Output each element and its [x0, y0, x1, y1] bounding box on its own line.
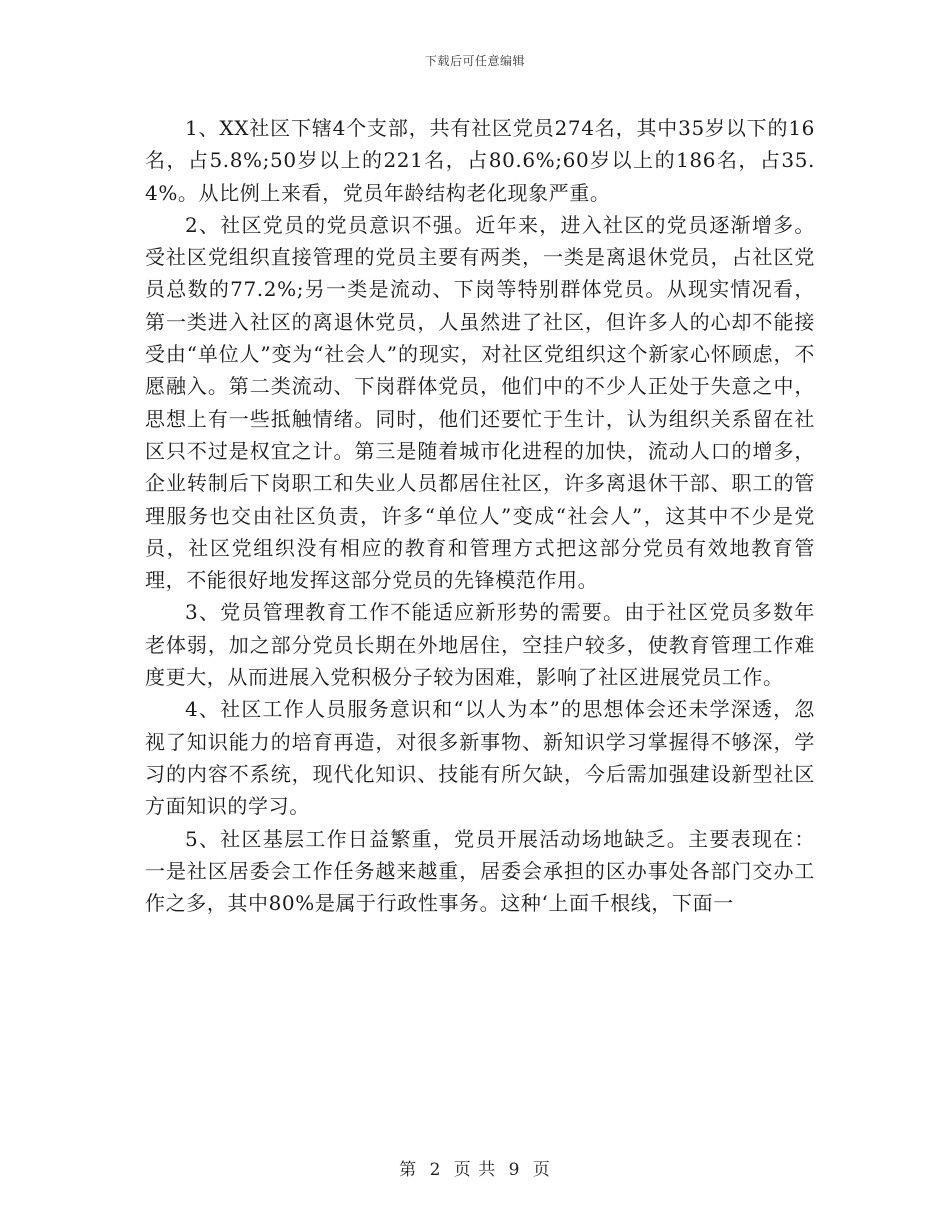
paragraph-5: 5、社区基层工作日益繁重，党员开展活动场地缺乏。主要表现在：一是社区居委会工作任务越来越重，居委会承担的区办事处各部门交办工作之多，其中80%是属于行政性事务。这种‘上面千根线，下面一	[145, 826, 815, 916]
paragraph-1: 1、XX社区下辖4个支部，共有社区党员274名，其中35岁以下的16名，占5.8%;50岁以上的221名，占80.6%;60岁以上的186名，占35.4%。从比例上来看，党员年龄结构老化现象严重。	[145, 116, 815, 205]
footer-current-page: 2	[429, 1160, 442, 1180]
paragraph-3: 3、党员管理教育工作不能适应新形势的需要。由于社区党员多数年老体弱，加之部分党员长期在外地居住，空挂户较多，使教育管理工作难度更大，从而进展入党积极分子较为困难，影响了社区进展党员工作。	[145, 600, 815, 690]
footer-total-pages: 9	[508, 1160, 521, 1180]
page-footer	[0, 1155, 950, 1180]
paragraph-4: 4、社区工作人员服务意识和“以人为本”的思想体会还未学深透，忽视了知识能力的培育再造，对很多新事物、新知识学习掌握得不够深，学习的内容不系统，现代化知识、技能有所欠缺，今后需加强建设新型社区方面知识的学习。	[145, 697, 815, 819]
page-header-note: 下载后可任意编辑	[424, 54, 525, 68]
footer-suffix: 页	[532, 1160, 551, 1180]
paragraph-2: 2、社区党员的党员意识不强。近年来，进入社区的党员逐渐增多。受社区党组织直接管理的党员主要有两类，一类是离退休党员，占社区党员总数的77.2%;另一类是流动、下岗等特别群体党员。从现实情况看，第一类进入社区的离退休党员，人虽然进了社区，但许多人的心却不能接受由“单位人”变为“社会人”的现实，对社区党组织这个新家心怀顾虑，不愿融入。第二类流动、下岗群体党员，他们中的不少人正处于失意之中，思想上有一些抵触情绪。同时，他们还要忙于生计，认为组织关系留在社区只不过是权宜之计。第三是随着城市化进程的加快，流动人口的增多，企业转制后下岗职工和失业人员都居住社区，许多离退休干部、职工的管理服务也交由社区负责，许多“单位人”变成“社会人”，这其中不少是党员，社区党组织没有相应的教育和管理方式把这部分党员有效地教育管理，不能很好地发挥这部分党员的先锋模范作用。	[145, 212, 815, 593]
footer-prefix: 第	[399, 1160, 418, 1180]
document-body	[145, 112, 815, 919]
footer-middle: 页 共	[453, 1160, 497, 1180]
